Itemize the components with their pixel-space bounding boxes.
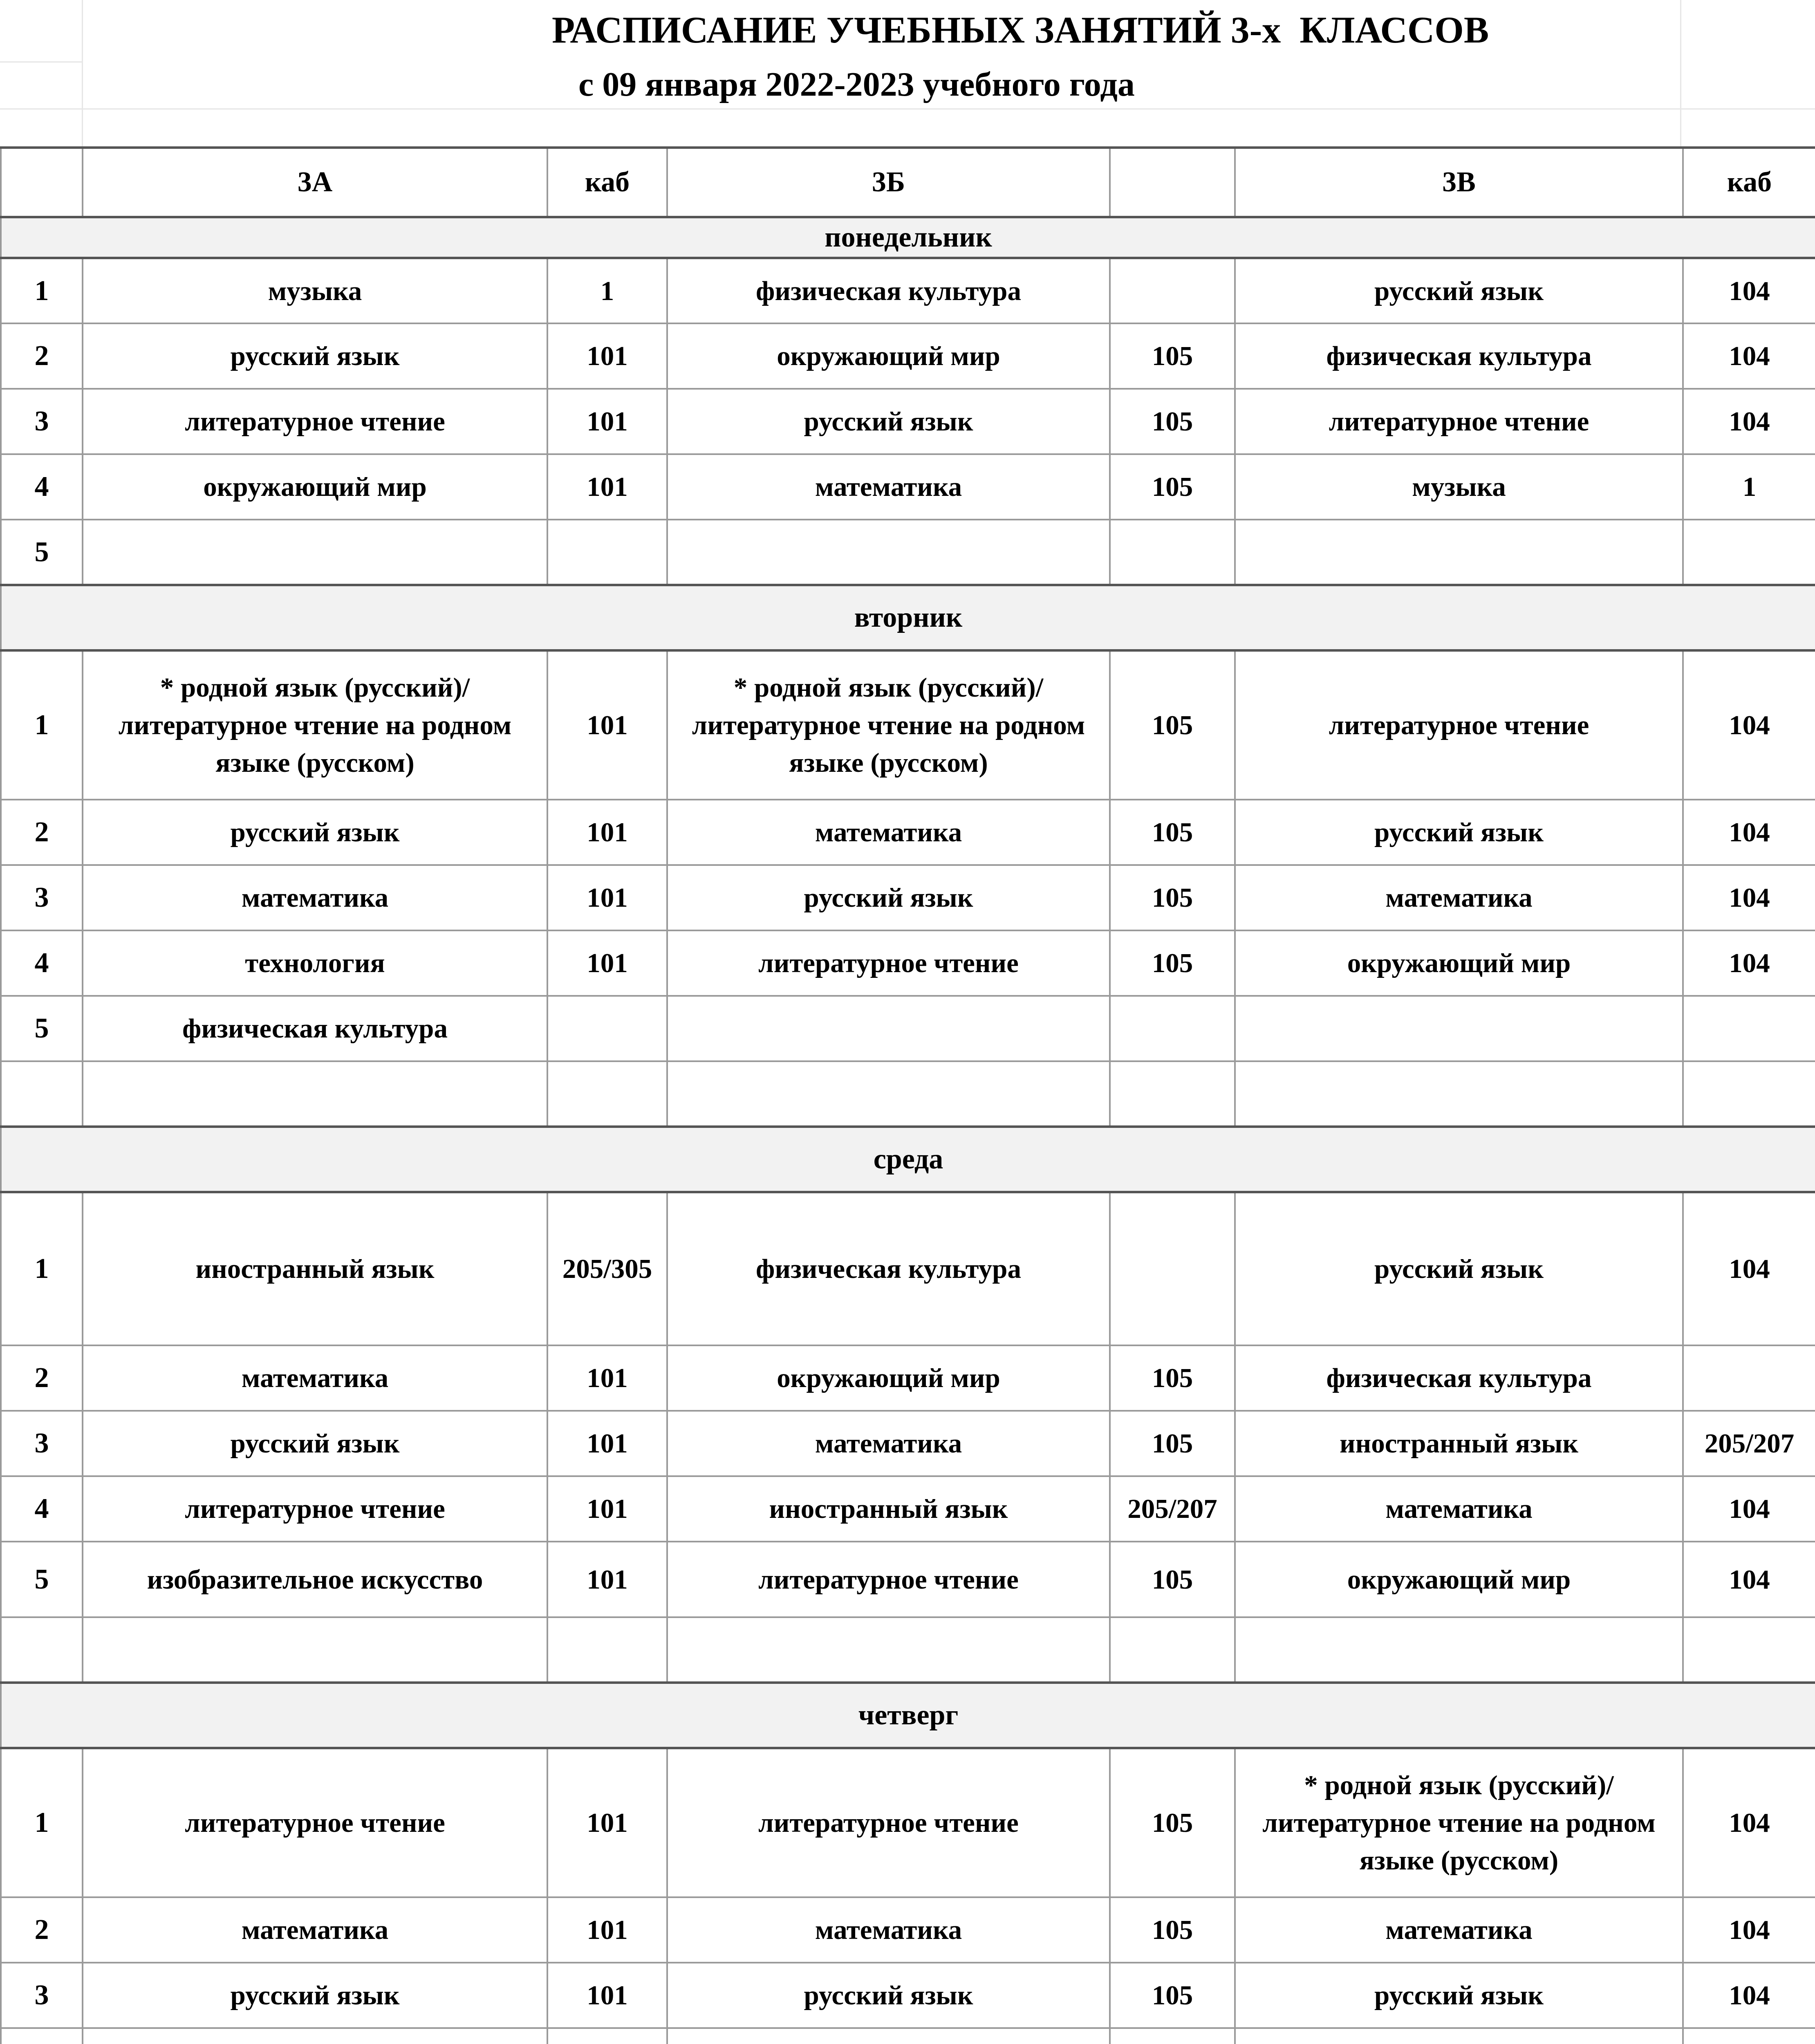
lesson-number: 3 xyxy=(1,1963,83,2028)
room-3v: 104 xyxy=(1683,865,1815,930)
room-3a: 101 xyxy=(547,1411,667,1476)
room-3v: 104 xyxy=(1683,800,1815,865)
header-class-3b: 3Б xyxy=(667,148,1110,217)
lesson-number: 3 xyxy=(1,865,83,930)
grid-line xyxy=(1680,0,1681,146)
room-3b xyxy=(1110,996,1235,1061)
room-3a xyxy=(547,996,667,1061)
subject-3b: физическая культура xyxy=(667,1192,1110,1345)
room-3b: 105 xyxy=(1110,865,1235,930)
day-header-row xyxy=(1,1683,1815,1748)
lesson-row xyxy=(1,1345,1815,1411)
day-header-row xyxy=(1,217,1815,258)
subject-3a: русский язык xyxy=(83,1963,547,2028)
room-3v xyxy=(1683,1061,1815,1127)
subject-3v xyxy=(1235,520,1683,585)
room-3b: 105 xyxy=(1110,800,1235,865)
subject-3b: математика xyxy=(667,1897,1110,1963)
day-header-row xyxy=(1,1127,1815,1192)
subject-3v: математика xyxy=(1235,865,1683,930)
room-3b: 105 xyxy=(1110,1748,1235,1897)
lesson-number: 4 xyxy=(1,1476,83,1542)
room-3v xyxy=(1683,996,1815,1061)
subject-3a: * родной язык (русский)/литературное чтение на родном языке (русском) xyxy=(83,650,547,800)
room-3a: 101 xyxy=(547,454,667,520)
lesson-row xyxy=(1,800,1815,865)
subject-3b: литературное чтение xyxy=(667,1542,1110,1617)
room-3a: 101 xyxy=(547,1963,667,2028)
subject-3b: литературное чтение xyxy=(667,1748,1110,1897)
room-3b: 205/207 xyxy=(1110,1476,1235,1542)
room-3a: 101 xyxy=(547,930,667,996)
lesson-number: 2 xyxy=(1,323,83,389)
room-3v: 104 xyxy=(1683,1963,1815,2028)
schedule-body xyxy=(1,148,1815,2044)
grid-line xyxy=(82,0,83,146)
room-3b: 105 xyxy=(1110,454,1235,520)
lesson-number xyxy=(1,2028,83,2044)
subject-3a: математика xyxy=(83,1345,547,1411)
subject-3v: литературное чтение xyxy=(1235,650,1683,800)
room-3b xyxy=(1110,2028,1235,2044)
grid-line xyxy=(0,108,1815,110)
room-3v: 104 xyxy=(1683,389,1815,454)
room-3v: 104 xyxy=(1683,650,1815,800)
room-3a xyxy=(547,1061,667,1127)
lesson-row xyxy=(1,323,1815,389)
subject-3a: технология xyxy=(83,930,547,996)
room-3v: 104 xyxy=(1683,1748,1815,1897)
subject-3a xyxy=(83,520,547,585)
subject-3v xyxy=(1235,996,1683,1061)
subject-3a: русский язык xyxy=(83,1411,547,1476)
room-3v: 104 xyxy=(1683,1542,1815,1617)
subject-3b: иностранный язык xyxy=(667,1476,1110,1542)
subject-3a: математика xyxy=(83,1897,547,1963)
subject-3v: русский язык xyxy=(1235,1192,1683,1345)
subject-3v: физическая культура xyxy=(1235,1345,1683,1411)
room-3b: 105 xyxy=(1110,1411,1235,1476)
room-3v: 104 xyxy=(1683,1897,1815,1963)
day-header-row xyxy=(1,585,1815,650)
subject-3v: окружающий мир xyxy=(1235,1542,1683,1617)
subject-3a: физическая культура xyxy=(83,996,547,1061)
room-3b: 105 xyxy=(1110,1897,1235,1963)
lesson-row xyxy=(1,389,1815,454)
lesson-number: 2 xyxy=(1,1345,83,1411)
room-3b xyxy=(1110,1192,1235,1345)
subject-3v: математика xyxy=(1235,1476,1683,1542)
subject-3b: русский язык xyxy=(667,1963,1110,2028)
room-3b xyxy=(1110,520,1235,585)
subject-3b xyxy=(667,1061,1110,1127)
subject-3b xyxy=(667,996,1110,1061)
room-3a xyxy=(547,2028,667,2044)
subject-3a: окружающий мир xyxy=(83,454,547,520)
lesson-number: 3 xyxy=(1,1411,83,1476)
subject-3b xyxy=(667,520,1110,585)
header-class-3a: 3А xyxy=(83,148,547,217)
room-3a: 101 xyxy=(547,800,667,865)
subject-3b: математика xyxy=(667,800,1110,865)
room-3a: 101 xyxy=(547,389,667,454)
subject-3b: русский язык xyxy=(667,389,1110,454)
subject-3v: математика xyxy=(1235,1897,1683,1963)
subject-3v: русский язык xyxy=(1235,1963,1683,2028)
lesson-row xyxy=(1,454,1815,520)
room-3v: 104 xyxy=(1683,930,1815,996)
room-3b: 105 xyxy=(1110,1345,1235,1411)
room-3a: 101 xyxy=(547,650,667,800)
subject-3b xyxy=(667,1617,1110,1683)
lesson-row xyxy=(1,1617,1815,1683)
day-name: вторник xyxy=(1,585,1815,650)
subject-3a: русский язык xyxy=(83,323,547,389)
lesson-number xyxy=(1,1061,83,1127)
title-area xyxy=(0,0,1815,146)
subject-3b: математика xyxy=(667,454,1110,520)
room-3v xyxy=(1683,520,1815,585)
room-3v: 205/207 xyxy=(1683,1411,1815,1476)
subject-3b: окружающий мир xyxy=(667,1345,1110,1411)
subject-3a: иностранный язык xyxy=(83,1192,547,1345)
page-subtitle: с 09 января 2022-2023 учебного года xyxy=(578,65,1135,103)
lesson-row xyxy=(1,650,1815,800)
schedule-table xyxy=(0,146,1815,2044)
lesson-number: 4 xyxy=(1,930,83,996)
lesson-number: 1 xyxy=(1,258,83,323)
lesson-row xyxy=(1,1192,1815,1345)
subject-3v: * родной язык (русский)/литературное чтение на родном языке (русском) xyxy=(1235,1748,1683,1897)
lesson-number: 3 xyxy=(1,389,83,454)
room-3a: 205/305 xyxy=(547,1192,667,1345)
lesson-row xyxy=(1,258,1815,323)
subject-3a xyxy=(83,2028,547,2044)
subject-3a: литературное чтение xyxy=(83,389,547,454)
room-3v: 104 xyxy=(1683,1476,1815,1542)
room-3a: 101 xyxy=(547,1748,667,1897)
header-room-3a: каб xyxy=(547,148,667,217)
subject-3a: музыка xyxy=(83,258,547,323)
room-3a xyxy=(547,1617,667,1683)
lesson-number: 2 xyxy=(1,800,83,865)
room-3v: 104 xyxy=(1683,258,1815,323)
header-class-3v: 3В xyxy=(1235,148,1683,217)
lesson-row xyxy=(1,1542,1815,1617)
lesson-row xyxy=(1,1748,1815,1897)
subject-3a: изобразительное искусство xyxy=(83,1542,547,1617)
subject-3b: литературное чтение xyxy=(667,930,1110,996)
room-3b xyxy=(1110,258,1235,323)
room-3b: 105 xyxy=(1110,930,1235,996)
room-3v xyxy=(1683,1617,1815,1683)
subject-3v: русский язык xyxy=(1235,800,1683,865)
subject-3b: физическая культура xyxy=(667,258,1110,323)
room-3v xyxy=(1683,2028,1815,2044)
subject-3a: литературное чтение xyxy=(83,1748,547,1897)
header-room-3b xyxy=(1110,148,1235,217)
room-3b: 105 xyxy=(1110,323,1235,389)
subject-3v: физическая культура xyxy=(1235,323,1683,389)
room-3b: 105 xyxy=(1110,650,1235,800)
day-name: четверг xyxy=(1,1683,1815,1748)
grid-line xyxy=(0,61,82,63)
lesson-number: 1 xyxy=(1,1748,83,1897)
lesson-number xyxy=(1,1617,83,1683)
subject-3v xyxy=(1235,1617,1683,1683)
subject-3v: иностранный язык xyxy=(1235,1411,1683,1476)
room-3a: 101 xyxy=(547,865,667,930)
subject-3a: русский язык xyxy=(83,800,547,865)
lesson-row xyxy=(1,930,1815,996)
room-3b: 105 xyxy=(1110,389,1235,454)
subject-3a: литературное чтение xyxy=(83,1476,547,1542)
subject-3b: русский язык xyxy=(667,865,1110,930)
day-name: среда xyxy=(1,1127,1815,1192)
room-3b: 105 xyxy=(1110,1963,1235,2028)
lesson-number: 2 xyxy=(1,1897,83,1963)
subject-3b: * родной язык (русский)/литературное чтение на родном языке (русском) xyxy=(667,650,1110,800)
lesson-row xyxy=(1,996,1815,1061)
subject-3v: русский язык xyxy=(1235,258,1683,323)
subject-3b: окружающий мир xyxy=(667,323,1110,389)
room-3b xyxy=(1110,1061,1235,1127)
subject-3v: литературное чтение xyxy=(1235,389,1683,454)
header-room-3v: каб xyxy=(1683,148,1815,217)
lesson-row xyxy=(1,1411,1815,1476)
lesson-number: 5 xyxy=(1,1542,83,1617)
lesson-number: 5 xyxy=(1,520,83,585)
subject-3b xyxy=(667,2028,1110,2044)
lesson-row xyxy=(1,2028,1815,2044)
subject-3a: математика xyxy=(83,865,547,930)
page-title: РАСПИСАНИЕ УЧЕБНЫХ ЗАНЯТИЙ 3-х КЛАССОВ xyxy=(552,9,1489,51)
lesson-row xyxy=(1,1061,1815,1127)
subject-3a xyxy=(83,1061,547,1127)
lesson-row xyxy=(1,1476,1815,1542)
room-3a: 101 xyxy=(547,1897,667,1963)
room-3a: 101 xyxy=(547,1345,667,1411)
subject-3v xyxy=(1235,1061,1683,1127)
lesson-number: 1 xyxy=(1,1192,83,1345)
lesson-number: 4 xyxy=(1,454,83,520)
subject-3v: окружающий мир xyxy=(1235,930,1683,996)
header-num-cell xyxy=(1,148,83,217)
room-3a: 101 xyxy=(547,1542,667,1617)
room-3v: 1 xyxy=(1683,454,1815,520)
subject-3b: математика xyxy=(667,1411,1110,1476)
room-3a: 1 xyxy=(547,258,667,323)
room-3v: 104 xyxy=(1683,1192,1815,1345)
room-3a xyxy=(547,520,667,585)
lesson-number: 5 xyxy=(1,996,83,1061)
lesson-number: 1 xyxy=(1,650,83,800)
lesson-row xyxy=(1,865,1815,930)
day-name: понедельник xyxy=(1,217,1815,258)
room-3b xyxy=(1110,1617,1235,1683)
room-3a: 101 xyxy=(547,323,667,389)
subject-3a xyxy=(83,1617,547,1683)
room-3v xyxy=(1683,1345,1815,1411)
header-row xyxy=(1,148,1815,217)
lesson-row xyxy=(1,1897,1815,1963)
lesson-row xyxy=(1,520,1815,585)
room-3b: 105 xyxy=(1110,1542,1235,1617)
room-3v: 104 xyxy=(1683,323,1815,389)
lesson-row xyxy=(1,1963,1815,2028)
subject-3v: музыка xyxy=(1235,454,1683,520)
room-3a: 101 xyxy=(547,1476,667,1542)
subject-3v xyxy=(1235,2028,1683,2044)
